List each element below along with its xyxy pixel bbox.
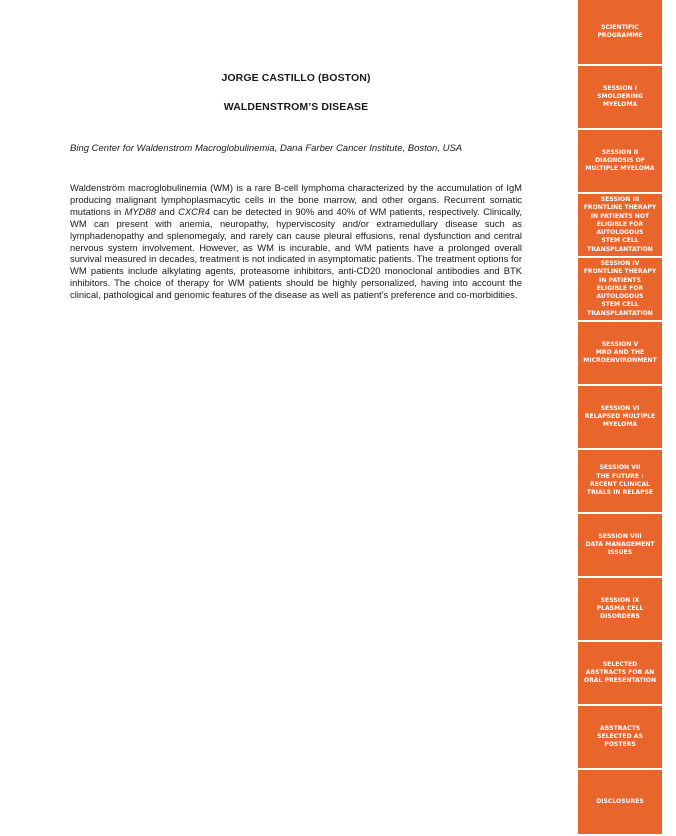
- sidebar-item-session-1[interactable]: SESSION I SMOLDERING MYELOMA: [578, 66, 662, 130]
- affiliation: Bing Center for Waldenstrom Macroglobulinemia, Dana Farber Cancer Institute, Boston, USA: [70, 143, 463, 154]
- author-heading: JORGE CASTILLO (BOSTON): [221, 72, 371, 84]
- abstract-text: [70, 182, 522, 301]
- page-title: WALDENSTROM’S DISEASE: [223, 101, 369, 113]
- sidebar-nav: [578, 0, 662, 836]
- sidebar-item-session-4[interactable]: SESSION IV FRONTLINE THERAPY IN PATIENTS ELIGIBLE FOR AUTOLOGOUS STEM CELL TRANSPLANTATION: [578, 258, 662, 322]
- sidebar-item-session-8[interactable]: SESSION VIII DATA MANAGEMENT ISSUES: [578, 514, 662, 578]
- sidebar-item-session-7[interactable]: SESSION VII THE FUTURE : RECENT CLINICAL TRIALS IN RELAPSE: [578, 450, 662, 514]
- sidebar-item-session-5[interactable]: SESSION V MRD AND THE MICROENVIRONMENT: [578, 322, 662, 386]
- sidebar-item-session-9[interactable]: SESSION IX PLASMA CELL DISORDERS: [578, 578, 662, 642]
- sidebar-item-scientific-programme[interactable]: SCIENTIFIC PROGRAMME: [578, 0, 662, 66]
- sidebar-item-abstracts-posters[interactable]: ABSTRACTS SELECTED AS POSTERS: [578, 706, 662, 770]
- sidebar-item-selected-abstracts-oral[interactable]: SELECTED ABSTRACTS FOR AN ORAL PRESENTATION: [578, 642, 662, 706]
- sidebar-item-disclosures[interactable]: DISCLOSURES: [578, 770, 662, 834]
- abstract-and: and: [155, 205, 179, 217]
- gene-myd88: MYD88: [124, 205, 156, 217]
- abstract-part-1: Waldenström macroglobulinemia (WM) is a rare B-cell lymphoma characterized by the accumulation of IgM producing malignant lymphoplasmacytic cells in the bone marrow, and other organs. Recurrent somatic mutations in: [70, 182, 522, 217]
- sidebar-item-session-3[interactable]: SESSION III FRONTLINE THERAPY IN PATIENTS NOT ELIGIBLE FOR AUTOLOGOUS STEM CELL TRANSPLANTATION: [578, 194, 662, 258]
- abstract-part-2: can be detected in 90% and 40% of WM patients, respectively. Clinically, WM can present with anemia, neuropathy, hyperviscosity and/or extramedullary disease such as lymphadenopathy and splenomegaly, and rarely can cause pleural effusions, renal dysfunction and central nervous system involvement. However, as WM is incurable, and WM patients have a prolonged overall survival measured in decades, treatment is not indicated in asymptomatic patients. The treatment options for WM patients include alkylating agents, proteasome inhibitors, anti-CD20 monoclonal antibodies and BTK inhibitors. The choice of therapy for WM patients should be highly personalized, having into account the clinical, pathological and genomic features of the disease as well as patient’s preference and co-morbidities.: [70, 205, 523, 301]
- sidebar-item-session-2[interactable]: SESSION II DIAGNOSIS OF MULTIPLE MYELOMA: [578, 130, 662, 194]
- sidebar-item-session-6[interactable]: SESSION VI RELAPSED MULTIPLE MYELOMA: [578, 386, 662, 450]
- gene-cxcr4: CXCR4: [178, 205, 210, 217]
